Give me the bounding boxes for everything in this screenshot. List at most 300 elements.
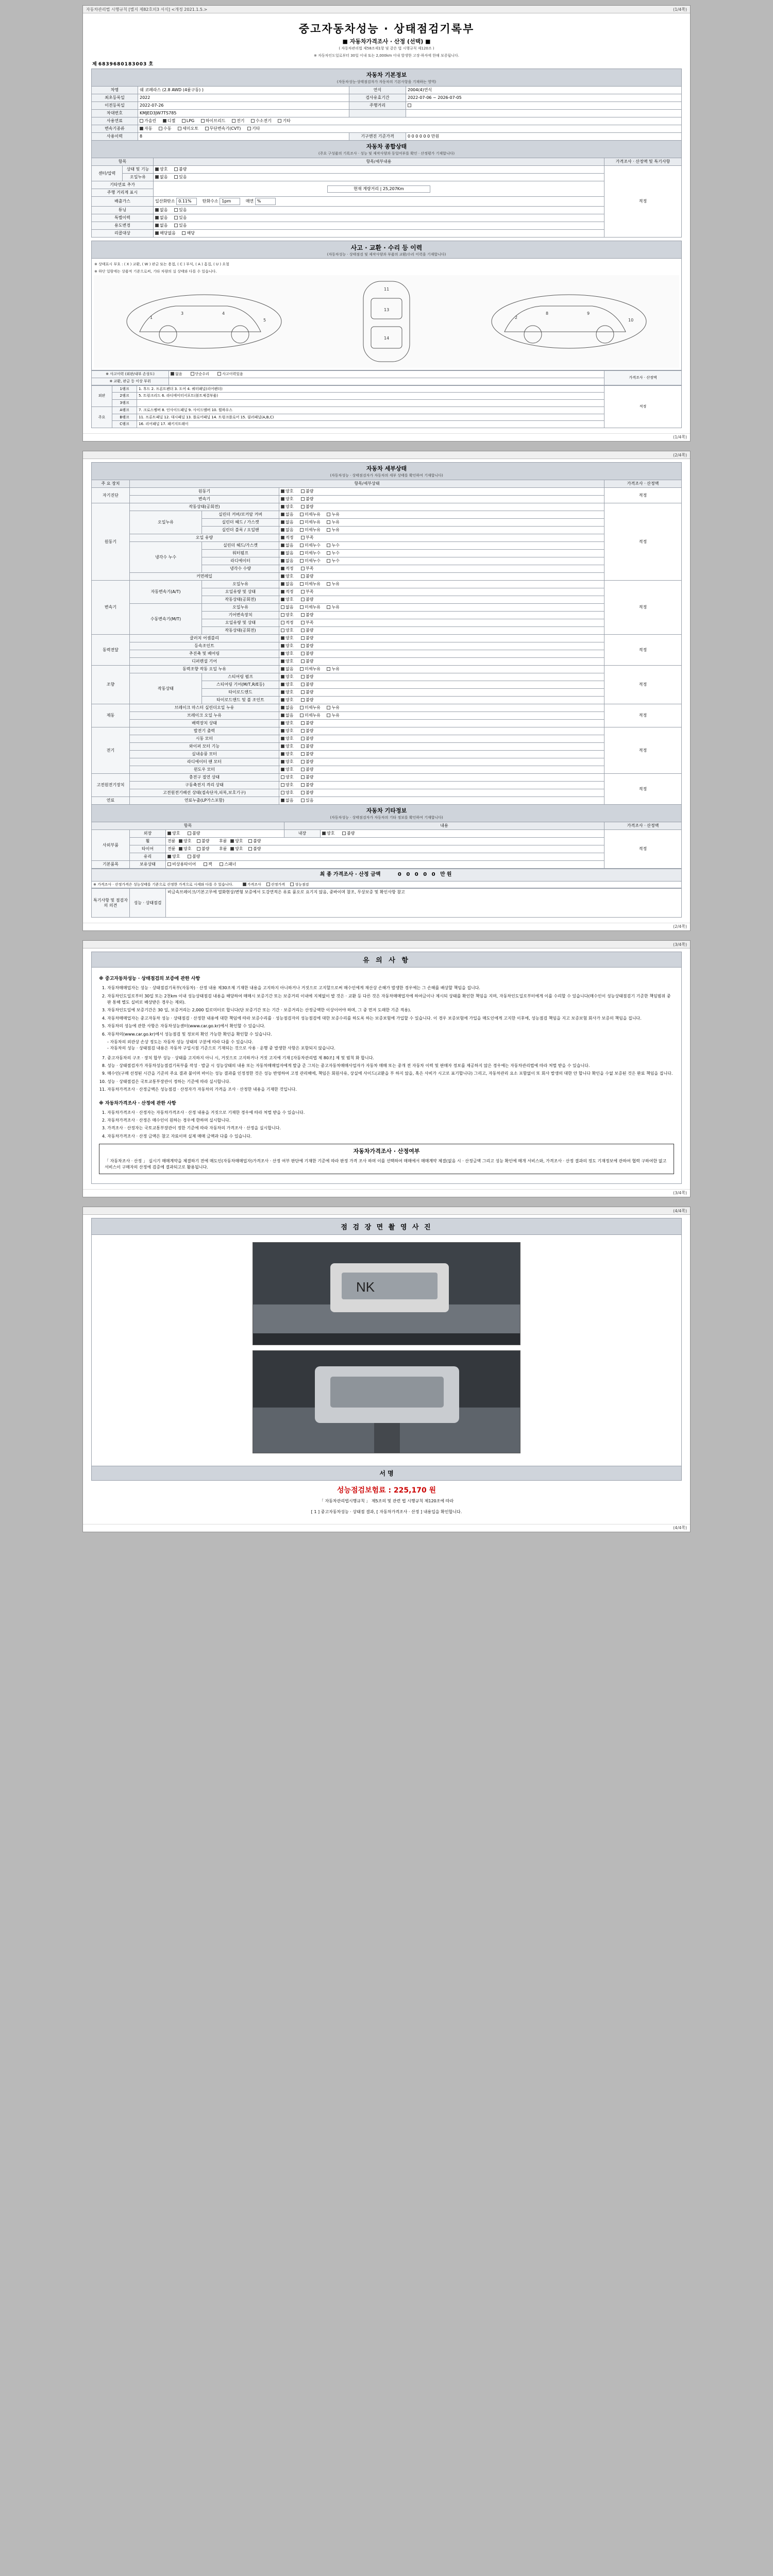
table-row <box>92 94 682 102</box>
checkbox-icon[interactable] <box>327 513 330 516</box>
detail-opts-1-1 <box>279 511 604 519</box>
opt-label: 불량 <box>306 597 314 602</box>
accident-parts-table <box>91 385 682 429</box>
table-row <box>92 214 682 222</box>
opt-label: 양호 <box>285 574 294 579</box>
opt-label: 불량 <box>306 643 314 648</box>
checkbox-icon[interactable] <box>281 652 284 655</box>
checkbox-icon[interactable] <box>301 652 305 655</box>
detail-group-7: 고전원전기장치 <box>92 774 130 797</box>
checkbox-icon[interactable] <box>174 224 178 227</box>
checkbox-icon[interactable] <box>155 224 159 227</box>
checkbox-icon[interactable] <box>300 544 304 547</box>
detail-opts-4-4 <box>279 697 604 704</box>
trans-opt-4[interactable] <box>247 126 260 131</box>
notice-body <box>91 968 682 1183</box>
checkbox-icon[interactable] <box>281 505 284 509</box>
tire-rear-label: 후륜 <box>219 846 227 851</box>
detail-opts-3-0 <box>279 635 604 642</box>
other-title: 자동차 기타정보 <box>366 807 407 814</box>
checkbox-icon[interactable] <box>191 372 194 376</box>
checkbox-icon[interactable] <box>281 760 284 764</box>
detail-sub-2-1: 오일유량 및 상태 <box>202 588 279 596</box>
opt-label: 불량 <box>253 839 261 843</box>
trans-opt-0[interactable] <box>140 126 152 131</box>
opt-label: 불량 <box>306 574 314 579</box>
checkbox-icon[interactable] <box>327 714 330 717</box>
opt-label: 양호 <box>285 728 294 733</box>
overall-right-value: 적정 <box>604 166 682 238</box>
car-top-diagram <box>340 275 433 368</box>
checkbox-icon[interactable] <box>281 667 284 671</box>
checkbox-icon[interactable] <box>155 231 159 235</box>
accident-memo-value[interactable] <box>169 378 604 385</box>
checkbox-icon[interactable] <box>301 744 305 748</box>
checkbox-icon[interactable] <box>248 839 252 843</box>
summary-digits: 0 0 0 0 0 만원 <box>397 872 453 877</box>
detail-col-0: 주 요 장치 <box>92 480 130 488</box>
page-subtitle: ■ 자동차가격조사 · 산정 (선택) ■ <box>342 38 431 45</box>
checkbox-icon[interactable] <box>300 714 304 717</box>
parts-rank-1: 2랭크 <box>112 393 137 400</box>
detail-opts-4-3 <box>279 689 604 697</box>
checkbox-icon[interactable] <box>301 768 305 771</box>
checkbox-icon[interactable] <box>281 791 284 794</box>
checkbox-icon[interactable] <box>301 690 305 694</box>
opt-label: 양호 <box>285 775 294 779</box>
detail-sub-1-5: 실린더 헤드/가스켓 <box>202 542 279 550</box>
checkbox-icon[interactable] <box>301 489 305 493</box>
accident-check-table <box>91 370 682 385</box>
checkbox-icon[interactable] <box>281 544 284 547</box>
overall-opts-0 <box>154 166 604 174</box>
checkbox-icon[interactable] <box>182 119 186 123</box>
checkbox-icon[interactable] <box>281 582 284 586</box>
checkbox-icon[interactable] <box>248 847 252 851</box>
checkbox-icon[interactable] <box>155 167 159 171</box>
basic-label-0: 차명 <box>92 87 138 94</box>
checkbox-icon[interactable] <box>243 883 246 886</box>
checkbox-icon[interactable] <box>281 613 284 617</box>
fuel-opt-label-0: 가솔린 <box>144 118 157 123</box>
checkbox-icon[interactable] <box>281 590 284 594</box>
opt-label: 누유 <box>331 582 340 586</box>
fuel-opt-1[interactable] <box>163 118 175 123</box>
checkbox-icon[interactable] <box>301 721 305 725</box>
checkbox-icon[interactable] <box>182 231 186 235</box>
table-row <box>92 838 682 845</box>
checkbox-icon[interactable] <box>300 520 304 524</box>
overall-opts-8 <box>154 230 604 238</box>
opt-label: 있음 <box>179 215 187 220</box>
checkbox-icon[interactable] <box>301 752 305 756</box>
fuel-opt-6[interactable] <box>278 118 290 123</box>
checkbox-icon[interactable] <box>327 667 330 671</box>
table-row <box>92 421 682 428</box>
table-row <box>92 751 682 758</box>
checkbox-icon[interactable] <box>188 855 191 858</box>
opt-label: 부족 <box>306 535 314 540</box>
opt-label: 미세누수 <box>305 558 321 563</box>
mileage-check-icon[interactable] <box>408 104 411 107</box>
checkbox-icon[interactable] <box>205 127 209 130</box>
opt-label: 누수 <box>331 558 340 563</box>
code-suffix: 호 <box>148 62 154 67</box>
checkbox-icon[interactable] <box>281 567 284 570</box>
table-row <box>92 166 682 174</box>
checkbox-icon[interactable] <box>266 883 270 886</box>
checkbox-icon[interactable] <box>230 839 234 843</box>
detail-item-2-3: 수동변속기(M/T) <box>130 604 202 635</box>
detail-col-3: 가격조사 · 산정액 <box>604 480 682 488</box>
checkbox-icon[interactable] <box>301 775 305 779</box>
list-item: 8. 성능 · 상태점검자가 자동차성능점검기록부를 작성 · 발급 시 성능상태의 내용 또는 자동차매매업자에게 발급 준 그치는 중고자동차매매사업자가 자동차 매매 또는 중개 전 자동차 이력 및 판매자 정보를 제공하지 않은 경우에는 자동차관리법에 따라 처벌 받을 수 있습니다. <box>107 1063 674 1069</box>
opt-label: 양호 <box>285 674 294 679</box>
svg-text:1: 1 <box>150 315 153 320</box>
table-row <box>92 889 682 918</box>
checkbox-icon[interactable] <box>281 714 284 717</box>
opt-label: 양호 <box>327 831 335 836</box>
accident-check-label: ※ 사고이력 (외판/내부 손상도) <box>92 371 169 378</box>
checkbox-icon[interactable] <box>159 127 162 130</box>
opt-label: 불량 <box>306 767 314 772</box>
accident-section-title <box>91 241 682 259</box>
fuel-opt-0[interactable] <box>140 118 156 123</box>
opt-label: 양호 <box>285 690 294 694</box>
checkbox-icon[interactable] <box>290 883 294 886</box>
checkbox-icon[interactable] <box>301 636 305 640</box>
checkbox-icon[interactable] <box>301 737 305 740</box>
checkbox-icon[interactable] <box>174 167 178 171</box>
checkbox-icon[interactable] <box>301 590 305 594</box>
svg-text:5: 5 <box>263 318 266 323</box>
checkbox-icon[interactable] <box>300 667 304 671</box>
table-row <box>92 704 682 712</box>
checkbox-icon[interactable] <box>281 489 284 493</box>
opt-label: 양호 <box>285 790 294 795</box>
checkbox-icon[interactable] <box>301 783 305 787</box>
checkbox-icon[interactable] <box>140 119 143 123</box>
checkbox-icon[interactable] <box>322 832 326 835</box>
checkbox-icon[interactable] <box>281 744 284 748</box>
opt-label: 불량 <box>306 613 314 617</box>
checkbox-icon[interactable] <box>301 791 305 794</box>
detail-sub-2-2: 작동상태(공회전) <box>202 596 279 604</box>
checkbox-icon[interactable] <box>327 582 330 586</box>
overall-item-0: 센터/압력 <box>92 166 123 181</box>
checkbox-icon[interactable] <box>301 799 305 802</box>
table-row <box>92 789 682 797</box>
checkbox-icon[interactable] <box>301 659 305 663</box>
opt-label: 불량 <box>306 682 314 687</box>
accident-diagram-area <box>91 259 682 370</box>
checkbox-icon[interactable] <box>281 690 284 694</box>
opt-label: 미세누유 <box>305 705 321 710</box>
table-row <box>92 110 682 117</box>
checkbox-icon[interactable] <box>247 127 251 130</box>
transmission-options <box>138 125 682 133</box>
detail-opts-4-1 <box>279 673 604 681</box>
emission-smoke-value: % <box>255 198 276 205</box>
checkbox-icon[interactable] <box>230 847 234 851</box>
basic-label2-2: 주행거리 <box>349 102 406 110</box>
opt-label: 양호 <box>285 659 294 664</box>
opt-label: 없음 <box>160 215 168 220</box>
table-row <box>92 782 682 789</box>
checkbox-icon[interactable] <box>301 536 305 539</box>
checkbox-icon[interactable] <box>174 216 178 219</box>
checkbox-icon[interactable] <box>300 551 304 555</box>
detail-item-1-4: 오일 유량 <box>130 534 279 542</box>
checkbox-icon[interactable] <box>281 598 284 601</box>
table-header-row <box>92 158 682 166</box>
list-item: 1. 자동차매매업자는 성능 · 상태점검기록부(자동차) · 산정 내용 제30조제 기재한 내용을 고지하지 아니하거나 거짓으로 고지할으로써 매수인에게 재산상 손해가 발생한 경우에는 그 손해를 배상할 책임을 집니다. <box>107 985 674 991</box>
checkbox-icon[interactable] <box>167 862 171 866</box>
checkbox-icon[interactable] <box>281 729 284 733</box>
opt-label: 해당없음 <box>160 231 176 235</box>
detail-item-1-1: 오일누유 <box>130 511 202 534</box>
overall-opts-4 <box>154 207 604 214</box>
checkbox-icon[interactable] <box>281 574 284 578</box>
checkbox-icon[interactable] <box>281 513 284 516</box>
page-title: 중고자동차성능 · 상태점검기록부 <box>298 23 475 35</box>
opt-label: 부족 <box>306 620 314 625</box>
checkbox-icon[interactable] <box>155 208 159 212</box>
checkbox-icon[interactable] <box>281 536 284 539</box>
checkbox-icon[interactable] <box>301 574 305 578</box>
basic-value-2: 2022-07-26 <box>138 102 349 110</box>
checkbox-icon[interactable] <box>167 832 171 835</box>
checkbox-icon[interactable] <box>281 659 284 663</box>
detail-sub-1-1: 실린더 커버/로커암 커버 <box>202 511 279 519</box>
checkbox-icon[interactable] <box>327 544 330 547</box>
table-row <box>92 133 682 141</box>
checkbox-icon[interactable] <box>327 706 330 709</box>
checkbox-icon[interactable] <box>327 605 330 609</box>
detail-opts-3-2 <box>279 650 604 658</box>
detail-opts-1-8 <box>279 565 604 573</box>
checkbox-icon[interactable] <box>178 127 181 130</box>
checkbox-icon[interactable] <box>281 698 284 702</box>
checkbox-icon[interactable] <box>281 675 284 679</box>
checkbox-icon[interactable] <box>281 706 284 709</box>
checkbox-icon[interactable] <box>300 528 304 532</box>
detail-item-6-3: 실내송풍 모터 <box>130 751 279 758</box>
detail-opts-2-1 <box>279 588 604 596</box>
checkbox-icon[interactable] <box>281 683 284 686</box>
detail-group-4: 조향 <box>92 666 130 704</box>
checkbox-icon[interactable] <box>155 175 159 179</box>
checkbox-icon[interactable] <box>301 760 305 764</box>
checkbox-icon[interactable] <box>301 644 305 648</box>
overall-item-2: 기타연료 추가 <box>92 181 154 189</box>
checkbox-icon[interactable] <box>301 621 305 624</box>
opt-label: 있음 <box>306 798 314 803</box>
opt-label: 양호 <box>172 831 180 836</box>
fuel-opt-3[interactable] <box>201 118 226 123</box>
detail-band <box>91 462 682 480</box>
checkbox-icon[interactable] <box>281 721 284 725</box>
checkbox-icon[interactable] <box>281 775 284 779</box>
checkbox-icon[interactable] <box>281 636 284 640</box>
opt-label: 불량 <box>306 783 314 787</box>
detail-item-3-3: 디퍼렌셜 기어 <box>130 658 279 666</box>
fuel-opt-5[interactable] <box>251 118 272 123</box>
opt-label: 양호 <box>285 744 294 749</box>
sheet-2 <box>82 451 691 931</box>
checkbox-icon[interactable] <box>281 497 284 501</box>
opt-label: 불량 <box>306 651 314 656</box>
checkbox-icon[interactable] <box>301 598 305 601</box>
checkbox-icon[interactable] <box>281 799 284 802</box>
checkbox-icon[interactable] <box>281 752 284 756</box>
checkbox-icon[interactable] <box>281 605 284 609</box>
trans-opt-3[interactable] <box>205 126 241 131</box>
checkbox-icon[interactable] <box>342 832 346 835</box>
checkbox-icon[interactable] <box>281 629 284 632</box>
detail-opts-8-0 <box>279 797 604 805</box>
checkbox-icon[interactable] <box>251 119 255 123</box>
table-row <box>92 642 682 650</box>
emission-hc-value: 1pm <box>220 198 240 205</box>
checkbox-icon[interactable] <box>281 737 284 740</box>
checkbox-icon[interactable] <box>327 559 330 563</box>
basic-value-0: 쉐 코페라스 (2.8 AWD (4륜구동) ) <box>138 87 349 94</box>
checkbox-icon[interactable] <box>197 847 200 851</box>
trans-opt-1[interactable] <box>159 126 171 131</box>
checkbox-icon[interactable] <box>174 175 178 179</box>
opt-label: 산정가격 <box>271 882 285 887</box>
checkbox-icon[interactable] <box>301 497 305 501</box>
checkbox-icon[interactable] <box>281 783 284 787</box>
basic-label-6: 사용이력 <box>92 133 138 141</box>
checkbox-icon[interactable] <box>301 629 305 632</box>
checkbox-icon[interactable] <box>281 768 284 771</box>
transmission-label: 변속기종류 <box>92 125 138 133</box>
checkbox-icon[interactable] <box>301 505 305 509</box>
checkbox-icon[interactable] <box>204 862 207 866</box>
checkbox-icon[interactable] <box>327 528 330 532</box>
other-basic-label: 기본품목 <box>92 861 130 869</box>
checkbox-icon[interactable] <box>327 520 330 524</box>
detail-sub-4-4: 타이로드앤드 및 볼 조인트 <box>202 697 279 704</box>
opt-label: 불량 <box>306 775 314 779</box>
checkbox-icon[interactable] <box>301 613 305 617</box>
detail-item-8-0: 연료누출(LP가스포함) <box>130 797 279 805</box>
table-row <box>92 230 682 238</box>
detail-item-2-0: 자동변속기(A/T) <box>130 581 202 604</box>
basic-info-table <box>91 86 682 141</box>
checkbox-icon[interactable] <box>281 621 284 624</box>
opt-label: 불량 <box>347 831 355 836</box>
checkbox-icon[interactable] <box>163 119 166 123</box>
detail-sub-2-0: 오일누유 <box>202 581 279 588</box>
checkbox-icon[interactable] <box>167 855 171 858</box>
checkbox-icon[interactable] <box>281 528 284 532</box>
checkbox-icon[interactable] <box>300 582 304 586</box>
checkbox-icon[interactable] <box>300 706 304 709</box>
list-item: 2. 자동차가격조사 · 산정은 매수인이 원하는 경우에 한하며 실시합니다. <box>107 1117 674 1124</box>
opt-label: 누유 <box>331 667 340 671</box>
checkbox-icon[interactable] <box>201 119 205 123</box>
trans-opt-label-1: 수동 <box>163 126 172 131</box>
car-diagram <box>94 275 679 368</box>
inspection-fee <box>91 1481 682 1497</box>
opt-label: 미세누수 <box>305 543 321 548</box>
overall-sub-1: 오일누유 <box>123 174 154 181</box>
checkbox-icon[interactable] <box>220 862 223 866</box>
fuel-opt-2[interactable] <box>182 118 194 123</box>
checkbox-icon[interactable] <box>281 551 284 555</box>
checkbox-icon[interactable] <box>300 559 304 563</box>
checkbox-icon[interactable] <box>300 605 304 609</box>
price-survey-box-title: 자동차가격조사 · 산정여부 <box>353 1148 420 1155</box>
checkbox-icon[interactable] <box>327 551 330 555</box>
checkbox-icon[interactable] <box>179 839 182 843</box>
opt-label: 양호 <box>285 613 294 617</box>
inspection-photo-1[interactable] <box>253 1242 520 1345</box>
opt-label: 양호 <box>285 767 294 772</box>
opt-label: 양호 <box>235 839 243 843</box>
odometer-value: 현재 계량거리 | 25,207Km <box>327 185 430 193</box>
detail-title: 자동차 세부상태 <box>366 465 407 472</box>
checkbox-icon[interactable] <box>301 698 305 702</box>
list-item: 11. 자동차가격조사 · 산정금액은 성능점검 · 산정자가 자동차의 가격을 조사 · 산정한 내용을 기재한 것입니다. <box>107 1087 674 1093</box>
special-text[interactable]: 비금속브레이크/기본고무에 열화현상/변형 보증에서 도강연적은 유료 품오로 요기지 않음, 중바이며 참조, 무상보증 및 확인사항 참고 <box>166 889 682 918</box>
fuel-opt-label-3: 하이브리드 <box>205 118 226 123</box>
checkbox-icon[interactable] <box>179 847 182 851</box>
checkbox-icon[interactable] <box>174 208 178 212</box>
summary-title: 최 종 가격조사 · 산정 금액 <box>320 872 381 877</box>
footer-note-2: [ 1 ] 중고자동차성능 · 상태점 결과, [ 자동차가격조사 · 산정 ] 내용입을 확인합니다. <box>311 1509 462 1514</box>
accident-legend-2: ※ 하단 일람에는 상품적 기준으로써, 기타 차량의 실 상태와 다를 수 있습니다. <box>94 269 217 274</box>
photo-2-graphic <box>253 1351 520 1453</box>
opt-label: 양호 <box>285 636 294 640</box>
trans-opt-2[interactable] <box>178 126 198 131</box>
checkbox-icon[interactable] <box>188 832 191 835</box>
detail-opts-5-0 <box>279 704 604 712</box>
checkbox-icon[interactable] <box>301 675 305 679</box>
checkbox-icon[interactable] <box>197 839 200 843</box>
document-code <box>92 60 682 67</box>
checkbox-icon[interactable] <box>140 127 143 130</box>
fee-value: 225,170 원 <box>393 1486 436 1495</box>
checkbox-icon[interactable] <box>232 119 236 123</box>
checkbox-icon[interactable] <box>301 729 305 733</box>
checkbox-icon[interactable] <box>217 372 221 376</box>
detail-item-1-0: 작동상태(공회전) <box>130 503 279 511</box>
table-row <box>92 488 682 496</box>
detail-sub-4-3: 타이로드엔드 <box>202 689 279 697</box>
price-label: 기구엔진 기준가격 <box>349 133 406 141</box>
checkbox-icon[interactable] <box>281 520 284 524</box>
opt-label: 없음 <box>285 520 294 524</box>
checkbox-icon[interactable] <box>171 372 174 376</box>
checkbox-icon[interactable] <box>155 216 159 219</box>
overall-title: 자동차 종합상태 <box>366 143 407 150</box>
parts-content-4: 11. 프론트패널 12. 대시패널 13. 플로어패널 14. 트렁크플로어 15. 필러패널(A,B,C) <box>137 414 604 421</box>
checkbox-icon[interactable] <box>300 513 304 516</box>
fuel-opt-4[interactable] <box>232 118 244 123</box>
inspection-photo-2[interactable] <box>253 1350 520 1453</box>
checkbox-icon[interactable] <box>301 683 305 686</box>
checkbox-icon[interactable] <box>301 567 305 570</box>
wheel-front-label: 전륜 <box>167 839 176 843</box>
checkbox-icon[interactable] <box>278 119 281 123</box>
opt-label: 불량 <box>306 721 314 725</box>
checkbox-icon[interactable] <box>281 559 284 563</box>
checkbox-icon[interactable] <box>281 644 284 648</box>
